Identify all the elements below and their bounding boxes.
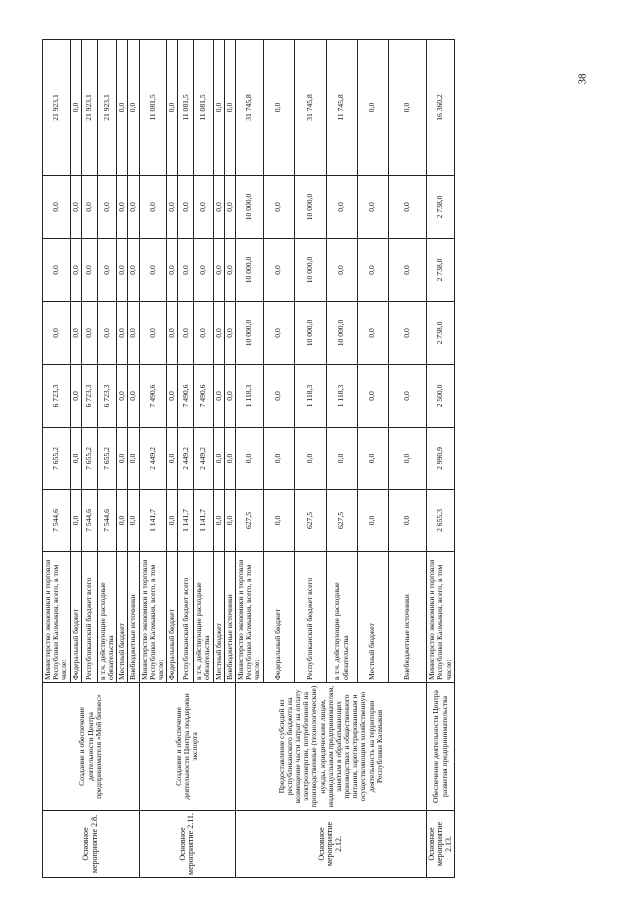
amount-cell: 21 923,1: [81, 40, 97, 176]
amount-cell: 7 655,2: [97, 428, 116, 490]
amount-cell: 0,0: [294, 428, 326, 490]
funding-source: Внебюджетные источники: [388, 552, 426, 683]
event-code: Основное мероприятие 2.12.: [236, 811, 427, 878]
amount-cell: 2 738,0: [426, 302, 455, 365]
funding-source: Внебюджетные источники: [128, 552, 139, 683]
amount-cell: 0,0: [224, 490, 235, 552]
amount-cell: 7 544,6: [43, 490, 71, 552]
amount-cell: 0,0: [139, 239, 167, 302]
amount-cell: 0,0: [97, 176, 116, 239]
funding-source: Внебюджетные источники: [224, 552, 235, 683]
amount-cell: 0,0: [97, 239, 116, 302]
amount-cell: 7 544,6: [97, 490, 116, 552]
amount-cell: 0,0: [388, 176, 426, 239]
amount-cell: 0,0: [139, 176, 167, 239]
event-code: Основное мероприятие 2.8.: [43, 811, 140, 878]
amount-cell: 7 655,2: [43, 428, 71, 490]
amount-cell: 2 449,2: [139, 428, 167, 490]
amount-cell: 0,0: [128, 176, 139, 239]
amount-cell: 0,0: [117, 40, 128, 176]
amount-cell: 0,0: [194, 176, 213, 239]
amount-cell: 0,0: [224, 365, 235, 428]
event-name: Предоставление субсидий из республиканского бюджета на возмещение части затрат на оплату электроэнергии, потребленной на производственные (технологические) нужды, юридическим лицам, индивидуальным предпринимателям, занятым в обрабатывающих производствах и общественного питания, зарегистрированным и осуществляющим хозяйственную деятельность на территории Республики Калмыкия: [236, 683, 427, 811]
amount-cell: 1 141,7: [194, 490, 213, 552]
amount-cell: 0,0: [224, 239, 235, 302]
amount-cell: 31 745,8: [236, 40, 264, 176]
funding-source: Федеральный бюджет: [70, 552, 81, 683]
amount-cell: 10 000,0: [236, 239, 264, 302]
amount-cell: 10 000,0: [236, 176, 264, 239]
funding-source: Федеральный бюджет: [167, 552, 178, 683]
amount-cell: 0,0: [128, 302, 139, 365]
amount-cell: 0,0: [117, 428, 128, 490]
amount-cell: 0,0: [224, 428, 235, 490]
amount-cell: 627,5: [326, 490, 357, 552]
amount-cell: 6 723,3: [81, 365, 97, 428]
amount-cell: 0,0: [213, 302, 224, 365]
amount-cell: 0,0: [117, 490, 128, 552]
funding-source: Республиканский бюджет всего: [178, 552, 194, 683]
funding-source: Местный бюджет: [117, 552, 128, 683]
amount-cell: 0,0: [357, 302, 388, 365]
amount-cell: 0,0: [117, 365, 128, 428]
amount-cell: 10 000,0: [294, 302, 326, 365]
amount-cell: 0,0: [117, 302, 128, 365]
amount-cell: 0,0: [263, 176, 294, 239]
event-name: Обеспечение деятельности Центра развития предпринимательства: [426, 683, 455, 811]
amount-cell: 627,5: [236, 490, 264, 552]
amount-cell: 0,0: [388, 239, 426, 302]
amount-cell: 10 000,0: [326, 302, 357, 365]
amount-cell: 0,0: [213, 40, 224, 176]
event-name: Создание и обеспечение деятельности Центра предпринимателя «Мой бизнес»: [43, 683, 140, 811]
amount-cell: 0,0: [167, 176, 178, 239]
amount-cell: 11 745,8: [326, 40, 357, 176]
amount-cell: 0,0: [128, 428, 139, 490]
amount-cell: 0,0: [178, 302, 194, 365]
amount-cell: 0,0: [128, 40, 139, 176]
amount-cell: 0,0: [388, 40, 426, 176]
amount-cell: 0,0: [139, 302, 167, 365]
amount-cell: 0,0: [167, 239, 178, 302]
amount-cell: 0,0: [167, 302, 178, 365]
amount-cell: 11 081,5: [178, 40, 194, 176]
amount-cell: 0,0: [128, 239, 139, 302]
funding-source: Федеральный бюджет: [263, 552, 294, 683]
amount-cell: 0,0: [263, 428, 294, 490]
amount-cell: 0,0: [213, 176, 224, 239]
budget-table: [42, 39, 455, 878]
amount-cell: 0,0: [388, 365, 426, 428]
amount-cell: 0,0: [70, 302, 81, 365]
amount-cell: 0,0: [167, 428, 178, 490]
amount-cell: 11 081,5: [139, 40, 167, 176]
amount-cell: 0,0: [263, 490, 294, 552]
amount-cell: 0,0: [263, 302, 294, 365]
amount-cell: 7 490,6: [178, 365, 194, 428]
funding-source: в т.ч. действующие расходные обязательства: [97, 552, 116, 683]
amount-cell: 6 723,3: [43, 365, 71, 428]
amount-cell: 1 141,7: [178, 490, 194, 552]
funding-source: Министерство экономики и торговли Республики Калмыкия, всего, в том числе:: [139, 552, 167, 683]
amount-cell: 2 655,3: [426, 490, 455, 552]
amount-cell: 31 745,8: [294, 40, 326, 176]
page-number: 38: [576, 73, 589, 85]
amount-cell: 0,0: [178, 239, 194, 302]
amount-cell: 0,0: [213, 428, 224, 490]
amount-cell: 2 990,9: [426, 428, 455, 490]
amount-cell: 0,0: [70, 176, 81, 239]
funding-source: Министерство экономики и торговли Республики Калмыкия, всего, в том числе:: [236, 552, 264, 683]
table-row: [43, 40, 71, 878]
table-row: [139, 40, 167, 878]
funding-source: Местный бюджет: [357, 552, 388, 683]
amount-cell: 0,0: [194, 239, 213, 302]
amount-cell: 0,0: [326, 176, 357, 239]
amount-cell: 0,0: [357, 428, 388, 490]
amount-cell: 0,0: [128, 490, 139, 552]
amount-cell: 10 000,0: [294, 239, 326, 302]
amount-cell: 2 738,0: [426, 239, 455, 302]
amount-cell: 0,0: [357, 40, 388, 176]
amount-cell: 0,0: [357, 176, 388, 239]
amount-cell: 1 118,3: [326, 365, 357, 428]
amount-cell: 7 655,2: [81, 428, 97, 490]
amount-cell: 0,0: [388, 490, 426, 552]
amount-cell: 0,0: [194, 302, 213, 365]
amount-cell: 0,0: [43, 239, 71, 302]
amount-cell: 0,0: [70, 40, 81, 176]
table-row: [426, 40, 455, 878]
event-name: Создание и обеспечение деятельности Центра поддержки экспорта: [139, 683, 236, 811]
rotated-page-content: [42, 40, 570, 878]
amount-cell: 0,0: [97, 302, 116, 365]
funding-source: Министерство экономики и торговли Республики Калмыкия, всего, в том числе:: [43, 552, 71, 683]
funding-source: Местный бюджет: [213, 552, 224, 683]
amount-cell: 0,0: [357, 365, 388, 428]
amount-cell: 0,0: [388, 302, 426, 365]
amount-cell: 11 081,5: [194, 40, 213, 176]
funding-source: Министерство экономики и торговли Республики Калмыкия, всего, в том числе:: [426, 552, 455, 683]
event-code: Основное мероприятие 2.13.: [426, 811, 455, 878]
amount-cell: 0,0: [43, 302, 71, 365]
amount-cell: 0,0: [117, 239, 128, 302]
amount-cell: 21 923,1: [97, 40, 116, 176]
amount-cell: 0,0: [213, 239, 224, 302]
amount-cell: 0,0: [70, 365, 81, 428]
amount-cell: 2 449,2: [178, 428, 194, 490]
amount-cell: 16 360,2: [426, 40, 455, 176]
amount-cell: 0,0: [357, 490, 388, 552]
amount-cell: 0,0: [224, 40, 235, 176]
amount-cell: 0,0: [81, 302, 97, 365]
amount-cell: 0,0: [81, 176, 97, 239]
amount-cell: 0,0: [224, 302, 235, 365]
amount-cell: 6 723,3: [97, 365, 116, 428]
amount-cell: 7 544,6: [81, 490, 97, 552]
table-row: [236, 40, 264, 878]
amount-cell: 0,0: [70, 490, 81, 552]
amount-cell: 0,0: [167, 490, 178, 552]
amount-cell: 0,0: [224, 176, 235, 239]
amount-cell: 21 923,1: [43, 40, 71, 176]
funding-source: в т.ч. действующие расходные обязательства: [326, 552, 357, 683]
amount-cell: 0,0: [388, 428, 426, 490]
funding-source: Республиканский бюджет всего: [294, 552, 326, 683]
amount-cell: 7 490,6: [139, 365, 167, 428]
amount-cell: 2 738,0: [426, 176, 455, 239]
amount-cell: 0,0: [70, 428, 81, 490]
amount-cell: 0,0: [326, 428, 357, 490]
amount-cell: 0,0: [326, 239, 357, 302]
amount-cell: 2 500,0: [426, 365, 455, 428]
amount-cell: 0,0: [263, 239, 294, 302]
funding-source: в т.ч. действующие расходные обязательства: [194, 552, 213, 683]
amount-cell: 0,0: [117, 176, 128, 239]
event-code: Основное мероприятие 2.11.: [139, 811, 236, 878]
amount-cell: 1 141,7: [139, 490, 167, 552]
amount-cell: 0,0: [43, 176, 71, 239]
amount-cell: 7 490,6: [194, 365, 213, 428]
amount-cell: 2 449,2: [194, 428, 213, 490]
amount-cell: 0,0: [236, 428, 264, 490]
amount-cell: 1 118,3: [294, 365, 326, 428]
amount-cell: 0,0: [81, 239, 97, 302]
amount-cell: 0,0: [213, 365, 224, 428]
amount-cell: 627,5: [294, 490, 326, 552]
amount-cell: 0,0: [178, 176, 194, 239]
amount-cell: 0,0: [263, 40, 294, 176]
amount-cell: 0,0: [357, 239, 388, 302]
amount-cell: 0,0: [213, 490, 224, 552]
amount-cell: 0,0: [128, 365, 139, 428]
amount-cell: 0,0: [167, 40, 178, 176]
amount-cell: 1 118,3: [236, 365, 264, 428]
amount-cell: 0,0: [263, 365, 294, 428]
funding-source: Республиканский бюджет всего: [81, 552, 97, 683]
amount-cell: 0,0: [167, 365, 178, 428]
amount-cell: 10 000,0: [236, 302, 264, 365]
amount-cell: 0,0: [70, 239, 81, 302]
amount-cell: 10 000,0: [294, 176, 326, 239]
